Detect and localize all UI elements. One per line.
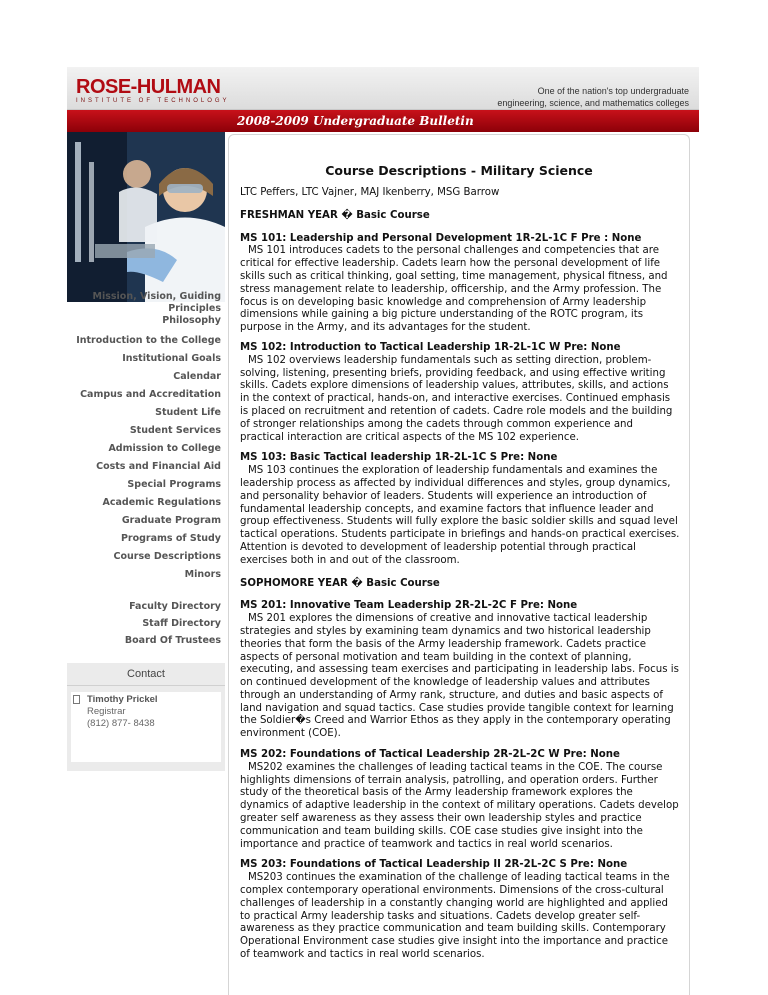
contact-card bbox=[71, 692, 221, 762]
nav-admission[interactable]: Admission to College bbox=[108, 443, 221, 454]
nav-campus-accreditation[interactable]: Campus and Accreditation bbox=[80, 389, 221, 400]
logo-sub-text: INSTITUTE OF TECHNOLOGY bbox=[76, 98, 230, 104]
course-title-ms101: MS 101: Leadership and Personal Development 1R-2L-1C F Pre : None bbox=[240, 232, 642, 244]
nav-introduction[interactable]: Introduction to the College bbox=[76, 335, 221, 346]
main-content bbox=[228, 134, 690, 995]
nav-programs-of-study[interactable]: Programs of Study bbox=[120, 533, 221, 544]
course-desc-ms203: MS203 continues the examination of the challenge of leading tactical teams in the complex contemporary operational environments. Dimensions of the cross-cultural challenges of leadership in a constantly changing world are highlighted and applied to practical Army leadership tasks and situations. Cadets develop greater self-awareness as they practice communication and team building skills. Contemporary Operational Environment case studies give insight into the importance and practice of teamwork and tactics in real world scenarios. bbox=[240, 872, 670, 961]
faculty-list: LTC Peffers, LTC Vajner, MAJ Ikenberry, MSG Barrow bbox=[240, 187, 500, 198]
nav-board-of-trustees[interactable]: Board Of Trustees bbox=[124, 635, 221, 646]
nav-student-life[interactable]: Student Life bbox=[155, 407, 221, 418]
nav-minors[interactable]: Minors bbox=[184, 569, 221, 580]
site-header bbox=[67, 67, 699, 110]
course-desc-ms101: MS 101 introduces cadets to the personal challenges and competencies that are critical for effective leadership. Cadets learn how the personal development of life skills such as critical thinking, goal setting, time management, physical fitness, and stress management relate to leadership, officership, and the Army profession. The focus is on developing basic knowledge and comprehension of Army leadership dimensions while gaining a big picture understanding of the ROTC program, its purpose in the Army, and its advantages for the student. bbox=[240, 245, 668, 334]
lab-photo-illustration bbox=[67, 132, 225, 302]
course-desc-ms102: MS 102 overviews leadership fundamentals such as setting direction, problem-solving, listening, presenting briefs, providing feedback, and using effective writing skills. Cadets explore dimensions of leadership values, attributes, skills, and actions in the context of practical, hands-on, and interactive exercises. Continued emphasis is placed on recruitment and retention of cadets. Cadre role models and the building of stronger relationships among the cadets through common experience and practical interaction are critical aspects of the MS 102 experience. bbox=[240, 354, 673, 443]
course-title-ms201: MS 201: Innovative Team Leadership 2R-2L-2C F Pre: None bbox=[240, 600, 578, 612]
nav-institutional-goals[interactable]: Institutional Goals bbox=[122, 353, 221, 364]
contact-box bbox=[67, 663, 225, 771]
nav-academic-regulations[interactable]: Academic Regulations bbox=[102, 497, 221, 508]
nav-faculty-directory[interactable]: Faculty Directory bbox=[129, 601, 221, 612]
nav-student-services[interactable]: Student Services bbox=[129, 425, 221, 436]
course-desc-ms103: MS 103 continues the exploration of leadership fundamentals and examines the leadership process as affected by individual differences and styles, group dynamics, and personality behavior of leaders. Students will experience an introduction of fundamental leadership concepts, and examine factors that influence leader and group effectiveness. Students will fully explore the basic soldier skills and squad level tactical operations. Students participate in briefings and hands-on practical exercises. Attention is devoted to development of leadership potential through practical exercises both in and out of the classroom. bbox=[240, 465, 680, 566]
contact-name[interactable]: Timothy Prickel bbox=[87, 694, 158, 705]
nav-mission[interactable]: Mission, Vision, Guiding Principles bbox=[92, 291, 221, 314]
course-desc-ms202: MS202 examines the challenges of leading tactical teams in the COE. The course highlights dimensions of terrain analysis, patrolling, and operation orders. Further study of the theoretical basis of the Army leadership framework explores the dynamics of adaptive leadership in the context of military operations. Cadets develop greater self awareness as they assess their own leadership styles and practice communication and team building skills. COE case studies give insight into the importance and practice of teamwork and tactics in real world scenarios. bbox=[240, 761, 679, 850]
contact-title: Contact bbox=[67, 663, 225, 686]
tagline bbox=[497, 85, 689, 109]
bulletin-title: 2008-2009 Undergraduate Bulletin bbox=[237, 114, 474, 128]
nav-calendar[interactable]: Calendar bbox=[173, 371, 221, 382]
nav-course-descriptions[interactable]: Course Descriptions bbox=[113, 551, 221, 562]
contact-card-icon bbox=[73, 695, 80, 704]
freshman-heading: FRESHMAN YEAR � Basic Course bbox=[240, 209, 430, 221]
course-title-ms103: MS 103: Basic Tactical leadership 1R-2L-1C S Pre: None bbox=[240, 452, 558, 464]
rose-hulman-logo[interactable] bbox=[76, 76, 230, 105]
course-title-ms203: MS 203: Foundations of Tactical Leadership II 2R-2L-2C S Pre: None bbox=[240, 859, 628, 871]
contact-phone: (812) 877- 8438 bbox=[87, 718, 155, 729]
sidebar-nav bbox=[67, 291, 225, 687]
course-title-ms102: MS 102: Introduction to Tactical Leadership 1R-2L-1C W Pre: None bbox=[240, 341, 621, 353]
nav-costs-financial-aid[interactable]: Costs and Financial Aid bbox=[96, 461, 221, 472]
nav-philosophy[interactable]: Philosophy bbox=[162, 315, 221, 326]
content-body bbox=[240, 187, 680, 962]
nav-staff-directory[interactable]: Staff Directory bbox=[142, 618, 221, 629]
lab-photo bbox=[67, 132, 225, 302]
sophomore-heading: SOPHOMORE YEAR � Basic Course bbox=[240, 577, 440, 589]
tagline-line-1: One of the nation's top undergraduate bbox=[537, 86, 689, 96]
logo-main-text: ROSE-HULMAN bbox=[76, 76, 221, 98]
tagline-line-2: engineering, science, and mathematics colleges bbox=[497, 98, 689, 108]
course-desc-ms201: MS 201 explores the dimensions of creative and innovative tactical leadership strategies and styles by examining team dynamics and two historical leadership theories that form the basis of the Army leadership framework. Cadets practice aspects of personal motivation and team building in the context of planning, executing, and assessing team exercises and participating in leadership labs. Focus is on continued development of the knowledge of leadership values and attributes through an understanding of Army rank, structure, and duties and basic aspects of land navigation and squad tactics. Case studies provide tangible context for learning the Soldier�s Creed and Warrior Ethos as they apply in the contemporary operating environment (COE). bbox=[240, 613, 679, 740]
nav-graduate-program[interactable]: Graduate Program bbox=[121, 515, 221, 526]
course-title-ms202: MS 202: Foundations of Tactical Leadership 2R-2L-2C W Pre: None bbox=[240, 749, 620, 761]
page-wrapper bbox=[67, 67, 699, 994]
page-title: Course Descriptions - Military Science bbox=[325, 163, 593, 178]
nav-special-programs[interactable]: Special Programs bbox=[127, 479, 221, 490]
contact-role: Registrar bbox=[87, 706, 126, 717]
